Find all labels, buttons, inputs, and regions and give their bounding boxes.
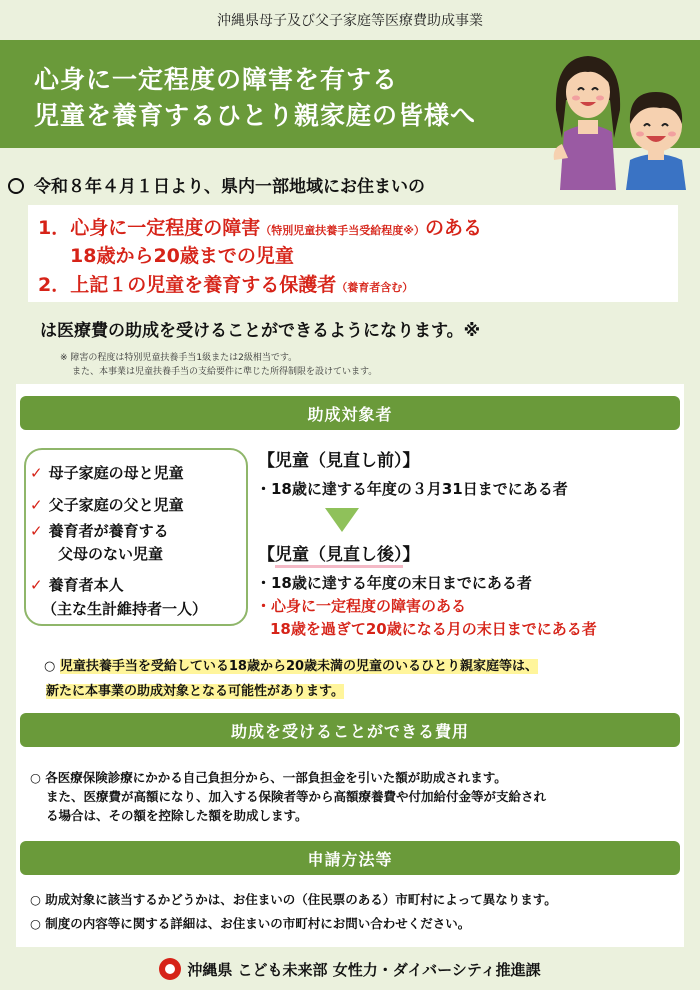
item2-note: （養育者含む） xyxy=(336,281,414,294)
okinawa-emblem-icon xyxy=(159,958,181,980)
down-arrow-icon xyxy=(325,508,359,532)
check-item-3: ✓ 養育者が養育する xyxy=(30,522,169,540)
eligibility-item-1 xyxy=(38,213,482,240)
check-item-3-line2: 父母のない児童 xyxy=(58,545,164,563)
eligibility-item-2 xyxy=(38,270,413,297)
item1-end: のある xyxy=(424,217,482,239)
application-line-2: ○ 制度の内容等に関する詳細は、お住まいの市町村にお問い合わせください。 xyxy=(30,916,471,931)
check-item-1: ✓ 母子家庭の母と児童 xyxy=(30,464,184,482)
title-line-1: 心身に一定程度の障害を有する xyxy=(34,65,399,94)
circle-bullet-icon: ○ xyxy=(30,916,46,931)
intro-text xyxy=(8,172,425,197)
check-icon: ✓ xyxy=(30,576,43,594)
application-line-1: ○ 助成対象に該当するかどうかは、お住まいの（住民票のある）市町村によって異なります。 xyxy=(30,892,557,907)
check-icon: ✓ xyxy=(30,522,43,540)
note-2: また、本事業は児童扶養手当の支給要件に準じた所得制限を設けています。 xyxy=(72,367,378,377)
item2-main: 2．上記１の児童を養育する保護者 xyxy=(38,274,337,296)
check-icon: ✓ xyxy=(30,496,43,514)
possibility-line-1: ○ 児童扶養手当を受給している18歳から20歳未満の児童のいるひとり親家庭等は、 xyxy=(44,659,539,674)
circle-bullet-icon: ○ xyxy=(30,892,46,907)
circle-bullet-icon: ○ xyxy=(30,770,46,785)
program-subtitle: 沖縄県母子及び父子家庭等医療費助成事業 xyxy=(217,13,483,29)
footer-department: 沖縄県 こども未来部 女性力・ダイバーシティ推進課 xyxy=(0,958,700,980)
circle-bullet-icon xyxy=(8,178,24,194)
section-title-eligible: 助成対象者 xyxy=(20,396,680,430)
intro-label: 令和８年４月１日より、県内一部地域にお住まいの xyxy=(34,177,425,197)
child-after-bullet-2: ・心身に一定程度の障害のある xyxy=(256,597,467,615)
item1-line2: 18歳から20歳までの児童 xyxy=(70,245,294,267)
section-title-application: 申請方法等 xyxy=(20,841,680,875)
check-icon: ✓ xyxy=(30,464,43,482)
child-after-bullet-1: ・18歳に達する年度の末日までにある者 xyxy=(256,574,532,592)
child-after-bullet-2-line2: 18歳を過ぎて20歳になる月の末日までにある者 xyxy=(270,620,597,638)
costs-line-2: また、医療費が高額になり、加入する保険者等から高額療養費や付加給付金等が支給され xyxy=(46,789,547,804)
child-before-heading: 【児童（見直し前）】 xyxy=(258,451,420,471)
check-item-2: ✓ 父子家庭の父と児童 xyxy=(30,496,184,514)
title-line-2: 児童を養育するひとり親家庭の皆様へ xyxy=(34,101,477,130)
can-receive-text: は医療費の助成を受けることができるようになります。※ xyxy=(40,321,481,341)
note-1: ※ 障害の程度は特別児童扶養手当1級または2級相当です。 xyxy=(60,353,298,363)
item1-note: （特別児童扶養手当受給程度※） xyxy=(260,224,425,237)
child-after-heading: 【児童（見直し後）】 xyxy=(258,540,420,565)
circle-bullet-icon: ○ xyxy=(44,659,60,674)
family-illustration xyxy=(540,40,700,190)
eligibility-item-1-line2 xyxy=(70,241,294,268)
item1-main: 1．心身に一定程度の障害 xyxy=(38,217,261,239)
costs-line-1: ○ 各医療保険診療にかかる自己負担分から、一部負担金を引いた額が助成されます。 xyxy=(30,770,507,785)
section-title-costs: 助成を受けることができる費用 xyxy=(20,713,680,747)
child-before-bullet: ・18歳に達する年度の３月31日までにある者 xyxy=(256,480,568,498)
costs-line-3: る場合は、その額を控除した額を助成します。 xyxy=(46,808,308,823)
check-item-4: ✓ 養育者本人 xyxy=(30,576,124,594)
possibility-line-2: 新たに本事業の助成対象となる可能性があります。 xyxy=(46,684,344,699)
check-item-4-line2: （主な生計維持者一人） xyxy=(42,600,208,618)
